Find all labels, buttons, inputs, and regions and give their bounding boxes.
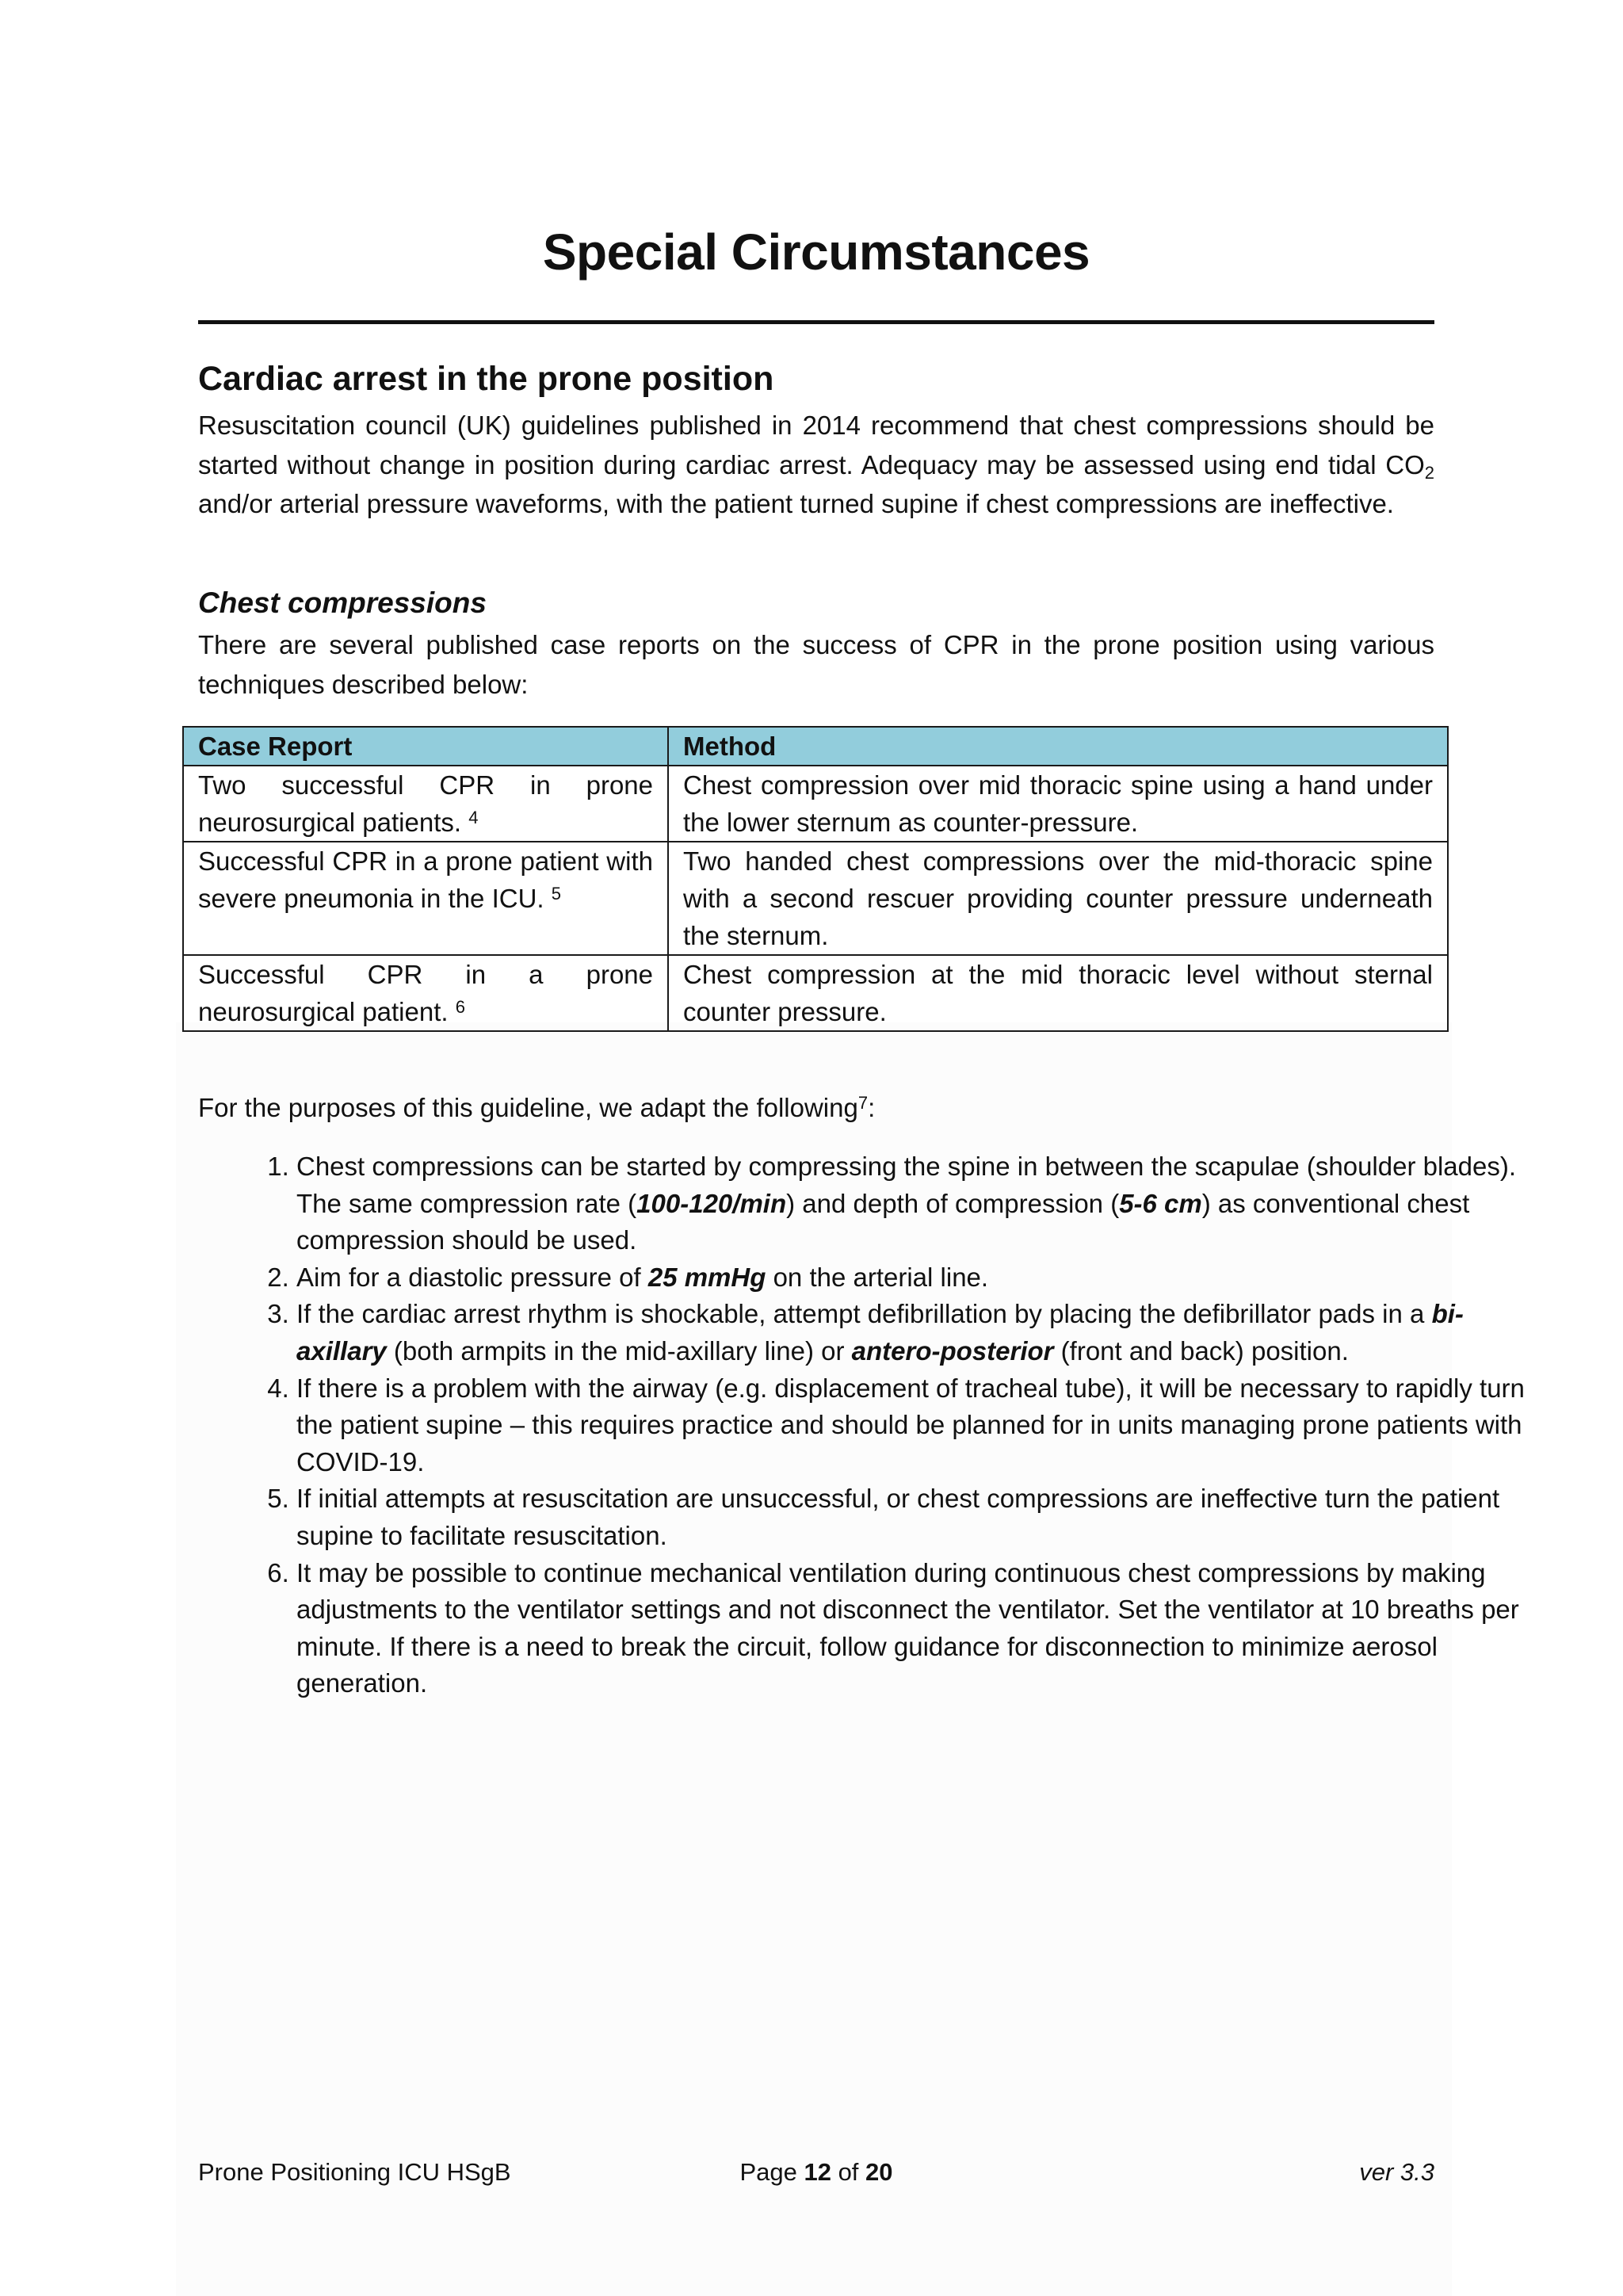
table-row xyxy=(183,766,1448,842)
emphasis-text: antero-posterior xyxy=(851,1335,1054,1366)
case-report-cell xyxy=(183,766,668,842)
list-item-text: Chest compressions can be started by compressing the spine in between the scapulae (shoulder blades). The same compression rate ( xyxy=(296,1152,1517,1218)
list-item xyxy=(296,1370,1533,1481)
case-report-cell xyxy=(183,955,668,1031)
method-cell: Chest compression at the mid thoracic level without sternal counter pressure. xyxy=(668,955,1448,1031)
list-item-text: ) as conventional chest compression should be used. xyxy=(296,1188,1470,1255)
title-divider xyxy=(198,320,1434,324)
footer-document-name: Prone Positioning ICU HSgB xyxy=(198,2158,511,2186)
emphasis-text: 5-6 cm xyxy=(1119,1188,1202,1218)
header-method: Method xyxy=(668,727,1448,766)
list-item-text: (front and back) position. xyxy=(1053,1335,1349,1366)
reference-number: 7 xyxy=(857,1093,869,1113)
intro-text-1: Resuscitation council (UK) guidelines published in 2014 recommend that chest compressions should be started without change in position during cardiac arrest. Adequacy may be assessed using end tidal CO xyxy=(198,411,1434,479)
footer-page-total: 20 xyxy=(865,2158,893,2186)
case-report-table xyxy=(182,726,1449,1032)
table-header-row xyxy=(183,727,1448,766)
emphasis-text: bi-axillary xyxy=(296,1299,1464,1366)
table-row xyxy=(183,842,1448,955)
footer-page-number: 12 xyxy=(804,2158,831,2186)
page-title: Special Circumstances xyxy=(542,223,1090,281)
footer-page-of: of xyxy=(831,2158,866,2186)
adapt-intro-paragraph xyxy=(198,1088,1434,1128)
case-report-cell xyxy=(183,842,668,955)
emphasis-text: 25 mmHg xyxy=(647,1262,766,1292)
case-report-text: Successful CPR in a prone neurosurgical patient. xyxy=(198,960,653,1026)
list-item xyxy=(296,1555,1533,1702)
intro-text-2: and/or arterial pressure waveforms, with the patient turned supine if chest compressions are ineffective. xyxy=(198,489,1394,518)
list-item-text: Aim for a diastolic pressure of xyxy=(296,1262,648,1292)
chest-compressions-paragraph: There are several published case reports on the success of CPR in the prone position using various techniques described below: xyxy=(198,630,1434,699)
method-cell: Two handed chest compressions over the mid-thoracic spine with a second rescuer providing counter pressure underneath the sternum. xyxy=(668,842,1448,955)
footer-page-indicator xyxy=(198,2153,1434,2192)
reference-number: 6 xyxy=(455,997,465,1017)
list-item-text: ) and depth of compression ( xyxy=(786,1188,1120,1218)
list-item-text: It may be possible to continue mechanical ventilation during continuous chest compressions by making adjustments to the ventilator settings and not disconnect the ventilator. Set the ventilator at 10 breaths per minute. If there is a need to break the circuit, follow guidance for disconnection to minimize aerosol generation. xyxy=(296,1557,1519,1698)
case-report-text: Successful CPR in a prone patient with severe pneumonia in the ICU. xyxy=(198,846,653,913)
list-item-text: on the arterial line. xyxy=(766,1262,989,1292)
list-item-text: If initial attempts at resuscitation are unsuccessful, or chest compressions are ineffective turn the patient supine to facilitate resuscitation. xyxy=(296,1484,1500,1550)
page-footer xyxy=(198,2153,1434,2192)
guideline-list xyxy=(198,1148,1533,1702)
sub-heading-chest-compressions: Chest compressions xyxy=(198,586,487,619)
list-item xyxy=(296,1148,1533,1259)
list-item xyxy=(296,1296,1533,1370)
footer-page-prefix: Page xyxy=(739,2158,804,2186)
list-item xyxy=(296,1259,1533,1297)
intro-paragraph xyxy=(198,406,1434,524)
adapt-intro-suffix: : xyxy=(868,1093,876,1122)
list-item-text: (both armpits in the mid-axillary line) or xyxy=(386,1335,852,1366)
footer-version: ver 3.3 xyxy=(1359,2158,1434,2186)
section-heading: Cardiac arrest in the prone position xyxy=(198,360,774,398)
list-item xyxy=(296,1480,1533,1554)
reference-number: 4 xyxy=(468,808,479,827)
reference-number: 5 xyxy=(551,884,561,904)
co2-subscript: 2 xyxy=(1424,462,1434,483)
case-report-text: Two successful CPR in prone neurosurgical patients. xyxy=(198,770,653,837)
list-item-text: If there is a problem with the airway (e.g. displacement of tracheal tube), it will be necessary to rapidly turn the patient supine – this requires practice and should be planned for in units managing prone patients with COVID-19. xyxy=(296,1373,1525,1477)
method-cell: Chest compression over mid thoracic spine using a hand under the lower sternum as counter-pressure. xyxy=(668,766,1448,842)
adapt-intro-text: For the purposes of this guideline, we adapt the following xyxy=(198,1093,858,1122)
emphasis-text: 100-120/min xyxy=(636,1188,787,1218)
list-item-text: If the cardiac arrest rhythm is shockable, attempt defibrillation by placing the defibrillator pads in a xyxy=(296,1299,1432,1329)
header-case-report: Case Report xyxy=(183,727,668,766)
table-row xyxy=(183,955,1448,1031)
